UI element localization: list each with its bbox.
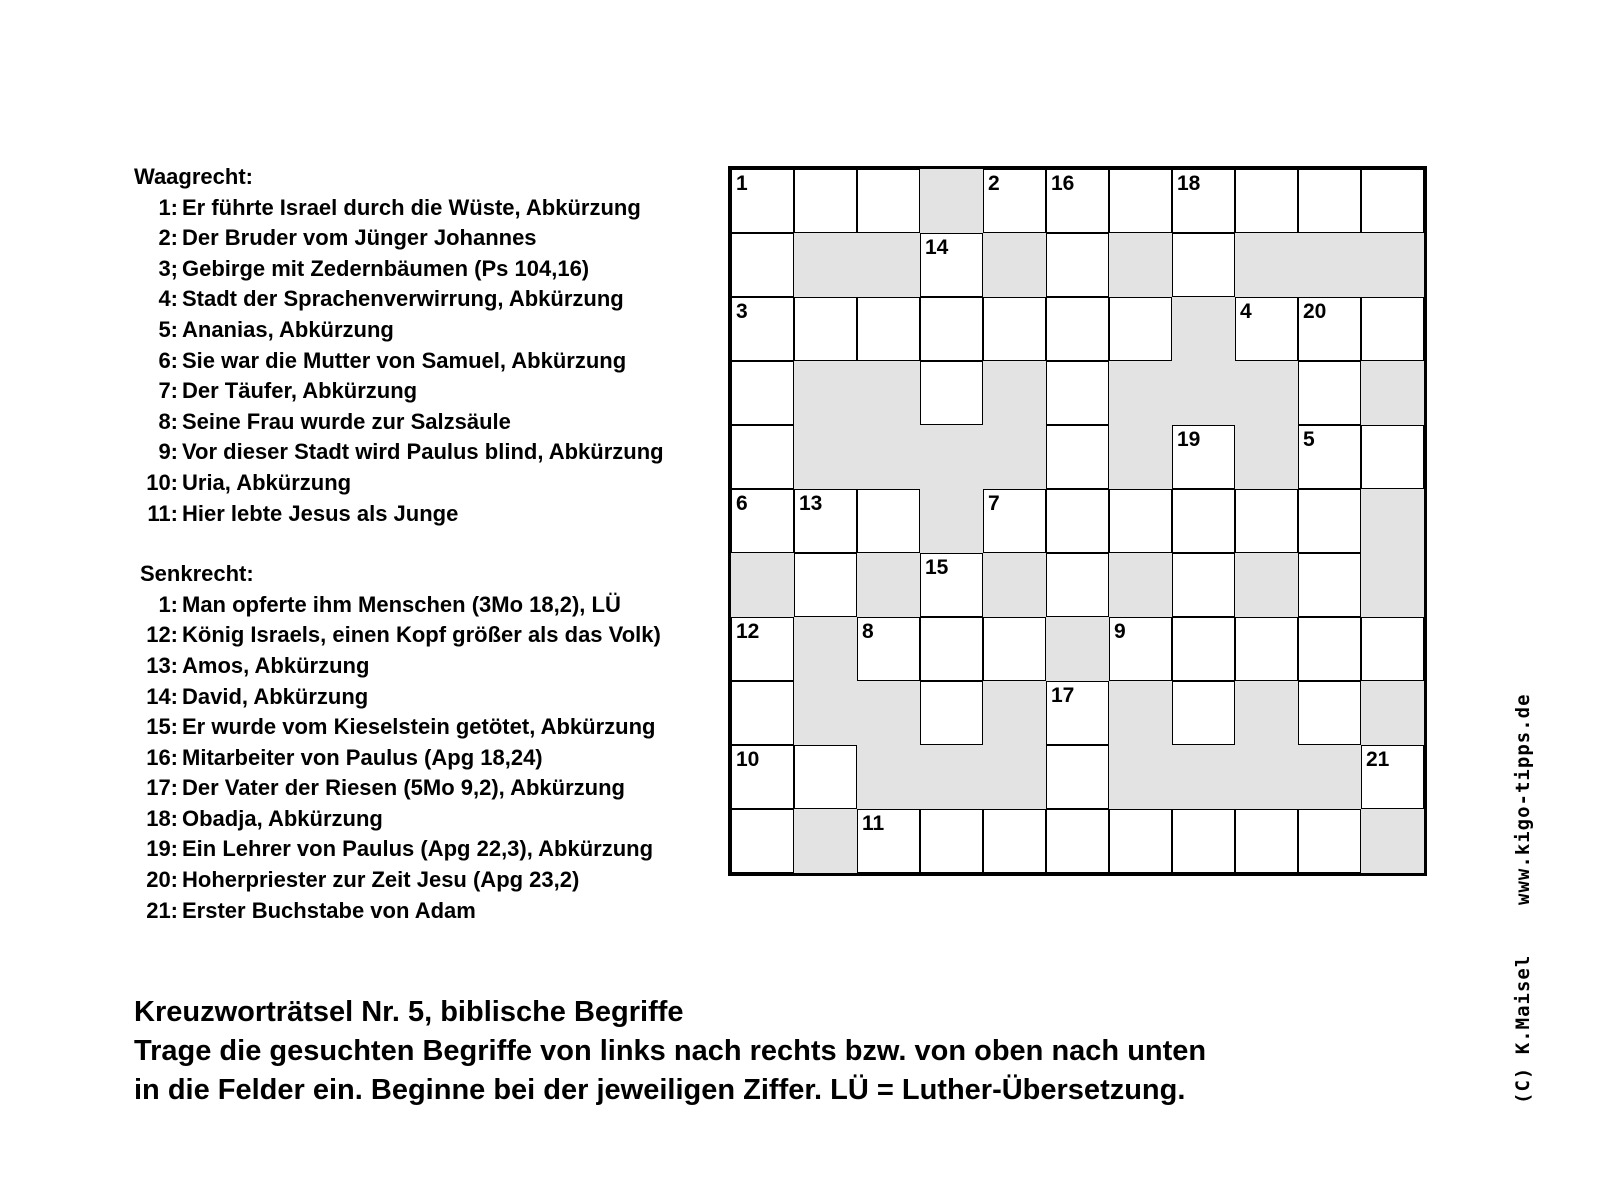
blocked-cell — [794, 681, 857, 745]
grid-cell[interactable] — [1046, 681, 1109, 745]
down-clue — [134, 712, 664, 743]
copyright-text: (C) K.Maisel — [1512, 954, 1534, 1104]
grid-cell[interactable] — [1046, 553, 1109, 617]
grid-cell[interactable] — [731, 745, 794, 809]
grid-cell[interactable] — [1046, 233, 1109, 297]
grid-cell[interactable] — [983, 297, 1046, 361]
across-clue — [134, 284, 664, 315]
instruction-line-2: in die Felder ein. Beginne bei der jeweiligen Ziffer. LÜ = Luther-Übersetzung. — [134, 1074, 1186, 1106]
grid-cell[interactable] — [1361, 617, 1424, 681]
down-clue — [134, 865, 664, 896]
grid-cell[interactable] — [1235, 617, 1298, 681]
clue-text: Man opferte ihm Menschen (3Mo 18,2), LÜ — [182, 591, 621, 617]
grid-cell[interactable] — [1046, 169, 1109, 233]
blocked-cell — [857, 681, 920, 745]
clue-number: 3; — [158, 255, 178, 281]
clue-number: 16: — [146, 744, 178, 770]
blocked-cell — [920, 745, 983, 809]
grid-cell[interactable] — [983, 169, 1046, 233]
grid-cell[interactable] — [1235, 809, 1298, 873]
down-clue — [134, 651, 664, 682]
clue-text: Ananias, Abkürzung — [182, 316, 394, 342]
blocked-cell — [794, 361, 857, 425]
across-clue — [134, 437, 664, 468]
grid-cell[interactable] — [920, 361, 983, 425]
blocked-cell — [1109, 745, 1172, 809]
grid-cell[interactable] — [731, 489, 794, 553]
across-clue — [134, 346, 664, 377]
grid-cell[interactable] — [920, 809, 983, 873]
blocked-cell — [1361, 361, 1424, 425]
grid-cell[interactable] — [1172, 489, 1235, 553]
clue-number: 8: — [158, 408, 178, 434]
grid-cell[interactable] — [1109, 169, 1172, 233]
blocked-cell — [983, 681, 1046, 745]
clue-text: Der Vater der Riesen (5Mo 9,2), Abkürzung — [182, 775, 625, 801]
grid-cell[interactable] — [1298, 553, 1361, 617]
website-link[interactable]: www.kigo-tipps.de — [1512, 693, 1534, 905]
cell-number: 20 — [1303, 300, 1327, 323]
blocked-cell — [1235, 233, 1298, 297]
clue-number: 17: — [146, 775, 178, 801]
across-clues — [134, 193, 664, 530]
grid-cell[interactable] — [1298, 169, 1361, 233]
instructions — [134, 993, 1206, 1110]
clue-text: Der Täufer, Abkürzung — [182, 378, 418, 404]
blocked-cell — [1046, 617, 1109, 681]
blocked-cell — [1298, 233, 1361, 297]
cell-number: 17 — [1051, 684, 1075, 707]
blocked-cell — [794, 425, 857, 489]
instruction-line-1: Trage die gesuchten Begriffe von links nach rechts bzw. von oben nach unten — [134, 1035, 1207, 1067]
across-clue — [134, 223, 664, 254]
down-heading: Senkrecht: — [140, 561, 254, 587]
clue-number: 14: — [146, 683, 178, 709]
clue-text: Erster Buchstabe von Adam — [182, 897, 476, 923]
clue-text: Der Bruder vom Jünger Johannes — [182, 225, 537, 251]
grid-cell[interactable] — [731, 425, 794, 489]
across-clue — [134, 315, 664, 346]
blocked-cell — [731, 553, 794, 617]
grid-cell[interactable] — [920, 297, 983, 361]
blocked-cell — [920, 425, 983, 489]
grid-cell[interactable] — [857, 169, 920, 233]
down-clue — [134, 834, 664, 865]
blocked-cell — [1172, 745, 1235, 809]
grid-cell[interactable] — [1361, 169, 1424, 233]
blocked-cell — [857, 553, 920, 617]
cell-number: 9 — [1114, 620, 1126, 643]
blocked-cell — [1361, 553, 1424, 617]
grid-cell[interactable] — [1109, 297, 1172, 361]
clue-text: Obadja, Abkürzung — [182, 805, 383, 831]
blocked-cell — [1109, 425, 1172, 489]
blocked-cell — [1361, 809, 1424, 873]
crossword-grid — [731, 169, 1424, 873]
grid-cell[interactable] — [983, 617, 1046, 681]
grid-cell[interactable] — [1046, 425, 1109, 489]
blocked-cell — [920, 489, 983, 553]
grid-cell[interactable] — [920, 233, 983, 297]
cell-number: 16 — [1051, 172, 1075, 195]
grid-cell[interactable] — [1046, 489, 1109, 553]
clue-text: Er führte Israel durch die Wüste, Abkürzung — [182, 194, 641, 220]
down-clues — [134, 590, 664, 927]
grid-cell[interactable] — [1298, 617, 1361, 681]
blocked-cell — [983, 361, 1046, 425]
clue-number: 13: — [146, 652, 178, 678]
grid-cell[interactable] — [1172, 169, 1235, 233]
blocked-cell — [983, 233, 1046, 297]
clue-number: 21: — [146, 897, 178, 923]
across-clue — [134, 499, 664, 530]
blocked-cell — [857, 233, 920, 297]
grid-cell[interactable] — [794, 745, 857, 809]
cell-number: 5 — [1303, 428, 1315, 451]
clue-number: 5: — [158, 316, 178, 342]
cell-number: 1 — [736, 172, 748, 195]
down-clue — [134, 804, 664, 835]
clue-text: König Israels, einen Kopf größer als das Volk) — [182, 622, 661, 648]
clue-number: 15: — [146, 714, 178, 740]
clue-text: David, Abkürzung — [182, 683, 369, 709]
blocked-cell — [1109, 361, 1172, 425]
blocked-cell — [857, 361, 920, 425]
blocked-cell — [1361, 681, 1424, 745]
grid-cell[interactable] — [1046, 361, 1109, 425]
across-clue — [134, 193, 664, 224]
cell-number: 13 — [799, 492, 823, 515]
grid-cell[interactable] — [983, 809, 1046, 873]
grid-cell[interactable] — [1235, 169, 1298, 233]
clue-text: Seine Frau wurde zur Salzsäule — [182, 408, 511, 434]
clue-text: Er wurde vom Kieselstein getötet, Abkürzung — [182, 714, 656, 740]
puzzle-title: Kreuzworträtsel Nr. 5, biblische Begriffe — [134, 996, 684, 1028]
cell-number: 12 — [736, 620, 760, 643]
clue-number: 2: — [158, 225, 178, 251]
grid-cell[interactable] — [731, 169, 794, 233]
grid-cell[interactable] — [731, 233, 794, 297]
clue-text: Vor dieser Stadt wird Paulus blind, Abkürzung — [182, 439, 664, 465]
blocked-cell — [794, 233, 857, 297]
clue-number: 19: — [146, 836, 178, 862]
clue-number: 11: — [147, 500, 178, 526]
grid-cell[interactable] — [794, 169, 857, 233]
grid-cell[interactable] — [1235, 297, 1298, 361]
down-clue — [134, 620, 664, 651]
down-clue — [134, 682, 664, 713]
grid-cell[interactable] — [1172, 233, 1235, 297]
cell-number: 14 — [925, 236, 949, 259]
blocked-cell — [983, 553, 1046, 617]
cell-number: 21 — [1366, 748, 1390, 771]
blocked-cell — [983, 425, 1046, 489]
cell-number: 10 — [736, 748, 760, 771]
clue-number: 1: — [158, 194, 178, 220]
clue-number: 4: — [158, 286, 178, 312]
blocked-cell — [1172, 297, 1235, 361]
grid-cell[interactable] — [920, 617, 983, 681]
clue-text: Stadt der Sprachenverwirrung, Abkürzung — [182, 286, 624, 312]
grid-cell[interactable] — [731, 809, 794, 873]
grid-cell[interactable] — [794, 489, 857, 553]
grid-cell[interactable] — [1172, 617, 1235, 681]
blocked-cell — [1235, 745, 1298, 809]
blocked-cell — [857, 745, 920, 809]
blocked-cell — [1109, 681, 1172, 745]
grid-cell[interactable] — [1046, 745, 1109, 809]
side-credit — [1512, 693, 1534, 1104]
grid-cell[interactable] — [731, 617, 794, 681]
across-clue — [134, 407, 664, 438]
blocked-cell — [1235, 553, 1298, 617]
across-clue — [134, 468, 664, 499]
across-clue — [134, 254, 664, 285]
grid-cell[interactable] — [794, 553, 857, 617]
clue-number: 9: — [158, 439, 178, 465]
grid-cell[interactable] — [1172, 681, 1235, 745]
grid-cell[interactable] — [1298, 489, 1361, 553]
clue-number: 12: — [146, 622, 178, 648]
grid-cell[interactable] — [1298, 297, 1361, 361]
grid-cell[interactable] — [857, 809, 920, 873]
clue-text: Gebirge mit Zedernbäumen (Ps 104,16) — [182, 255, 590, 281]
cell-number: 19 — [1177, 428, 1201, 451]
clue-text: Mitarbeiter von Paulus (Apg 18,24) — [182, 744, 543, 770]
clue-number: 7: — [158, 378, 178, 404]
cell-number: 7 — [988, 492, 1000, 515]
grid-cell[interactable] — [1298, 361, 1361, 425]
cell-number: 8 — [862, 620, 874, 643]
cell-number: 4 — [1240, 300, 1252, 323]
grid-cell[interactable] — [1046, 297, 1109, 361]
clue-list — [134, 162, 664, 926]
cell-number: 2 — [988, 172, 1000, 195]
grid-cell[interactable] — [1172, 425, 1235, 489]
grid-cell[interactable] — [1109, 809, 1172, 873]
grid-cell[interactable] — [1298, 809, 1361, 873]
cell-number: 15 — [925, 556, 949, 579]
cell-number: 11 — [862, 812, 885, 835]
grid-cell[interactable] — [857, 297, 920, 361]
down-clue — [134, 590, 664, 621]
grid-cell[interactable] — [794, 297, 857, 361]
blocked-cell — [1298, 745, 1361, 809]
clue-number: 6: — [158, 347, 178, 373]
grid-cell[interactable] — [1361, 425, 1424, 489]
clue-number: 20: — [146, 867, 178, 893]
blocked-cell — [1235, 681, 1298, 745]
grid-cell[interactable] — [1235, 489, 1298, 553]
blocked-cell — [1172, 361, 1235, 425]
blocked-cell — [983, 745, 1046, 809]
grid-cell[interactable] — [1172, 553, 1235, 617]
clue-text: Ein Lehrer von Paulus (Apg 22,3), Abkürzung — [182, 836, 654, 862]
clue-text: Amos, Abkürzung — [182, 652, 370, 678]
down-clue — [134, 773, 664, 804]
blocked-cell — [1109, 553, 1172, 617]
across-heading: Waagrecht: — [134, 164, 253, 189]
grid-cell[interactable] — [1361, 297, 1424, 361]
clue-number: 10: — [146, 469, 178, 495]
grid-cell[interactable] — [1298, 681, 1361, 745]
cell-number: 3 — [736, 300, 748, 323]
blocked-cell — [1361, 233, 1424, 297]
across-clue — [134, 376, 664, 407]
grid-cell[interactable] — [857, 489, 920, 553]
grid-cell[interactable] — [731, 297, 794, 361]
grid-cell[interactable] — [983, 489, 1046, 553]
grid-cell[interactable] — [1172, 809, 1235, 873]
grid-cell[interactable] — [1046, 809, 1109, 873]
down-clue — [134, 743, 664, 774]
down-clue — [134, 896, 664, 927]
blocked-cell — [1235, 425, 1298, 489]
blocked-cell — [857, 425, 920, 489]
clue-text: Hoherpriester zur Zeit Jesu (Apg 23,2) — [182, 867, 580, 893]
grid-cell[interactable] — [1109, 617, 1172, 681]
clue-number: 1: — [158, 591, 178, 617]
grid-cell[interactable] — [731, 681, 794, 745]
grid-cell[interactable] — [920, 553, 983, 617]
grid-cell[interactable] — [1298, 425, 1361, 489]
blocked-cell — [794, 809, 857, 873]
grid-cell[interactable] — [1361, 745, 1424, 809]
blocked-cell — [794, 617, 857, 681]
clue-text: Uria, Abkürzung — [182, 469, 352, 495]
clue-number: 18: — [146, 805, 178, 831]
blocked-cell — [1361, 489, 1424, 553]
cell-number: 6 — [736, 492, 748, 515]
grid-cell[interactable] — [920, 681, 983, 745]
blocked-cell — [920, 169, 983, 233]
blocked-cell — [1109, 233, 1172, 297]
grid-cell[interactable] — [731, 361, 794, 425]
grid-cell[interactable] — [1109, 489, 1172, 553]
cell-number: 18 — [1177, 172, 1201, 195]
clue-text: Sie war die Mutter von Samuel, Abkürzung — [182, 347, 627, 373]
clue-text: Hier lebte Jesus als Junge — [182, 500, 459, 526]
grid-cell[interactable] — [857, 617, 920, 681]
blocked-cell — [1235, 361, 1298, 425]
